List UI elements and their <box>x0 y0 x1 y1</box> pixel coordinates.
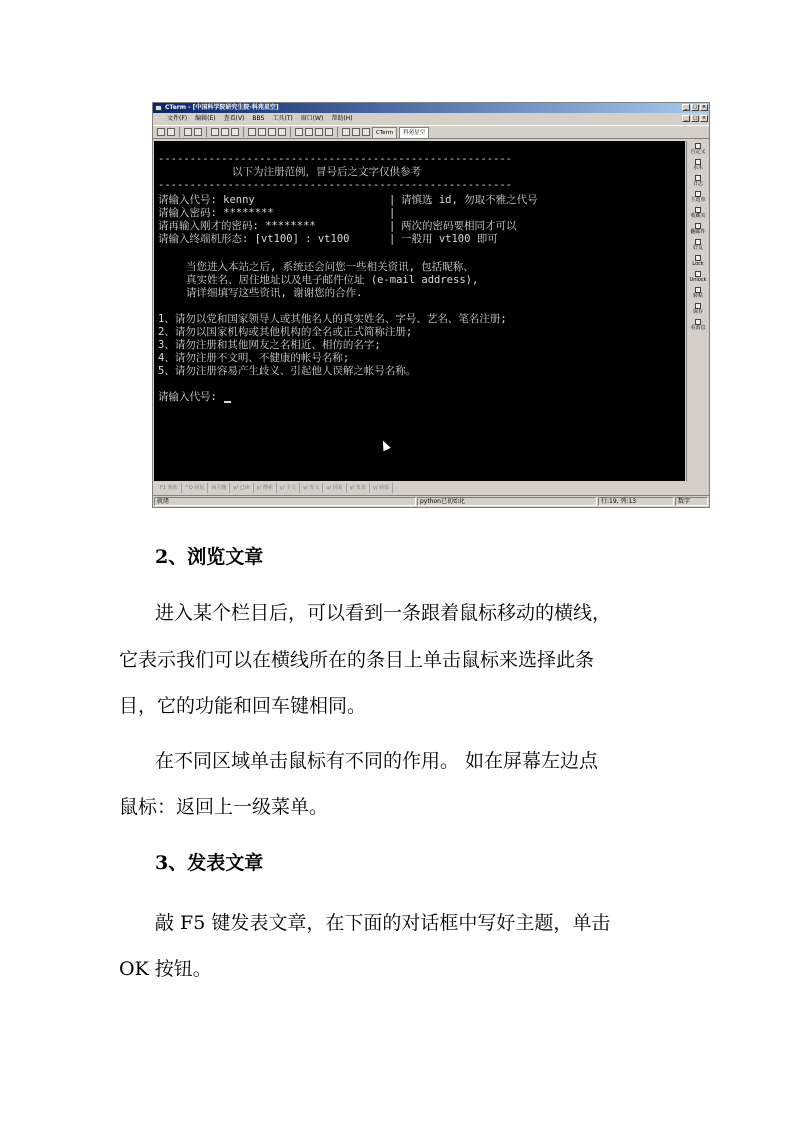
menu-view[interactable]: 查看(V) <box>223 115 245 122</box>
status-position: 行:19, 列:13 <box>598 497 674 506</box>
paragraph-line: 目，它的功能和回车键相同。 <box>119 695 367 717</box>
sidebar-label: 保存 <box>692 309 703 315</box>
terminal-prompt-text: 请输入代号: <box>158 391 224 403</box>
window-title: CTerm - [中国科学院研究生院-科苑星空] <box>165 104 279 111</box>
setting-icon[interactable] <box>325 128 333 136</box>
hotkey-item[interactable]: y/ 转贴 <box>370 483 393 493</box>
find-icon[interactable] <box>231 128 239 136</box>
paragraph-line: 进入某个栏目后，可以看到一条跟着鼠标移动的横线， <box>155 602 612 624</box>
sidebar-item[interactable] <box>693 303 703 316</box>
hotkey-item[interactable]: y/ 发文 <box>300 483 323 493</box>
terminal-separator: | <box>389 194 396 206</box>
sidebar-label: 看消息 <box>690 325 706 331</box>
hotkey-item[interactable]: F1 帮助 <box>157 483 182 493</box>
terminal-separator: | <box>389 207 396 219</box>
terminal-text: 请详细填写这些资讯, 谢谢您的合作. <box>186 287 363 299</box>
font-icon[interactable] <box>258 128 266 136</box>
menu-help[interactable]: 帮助(H) <box>331 115 353 122</box>
toolbar-separator <box>337 127 338 137</box>
terminal-text: 两次的密码要相同才可以 <box>401 220 517 232</box>
status-ready: 就绪 <box>154 497 416 506</box>
child-close-button[interactable]: × <box>701 115 707 121</box>
connect-icon[interactable] <box>157 128 165 136</box>
terminal-screen[interactable] <box>154 141 685 481</box>
sidebar-item[interactable] <box>690 319 705 332</box>
hotkey-item[interactable]: ^Q 回复 <box>182 483 209 493</box>
terminal-text: 1、请勿以党和国家领导人或其他名人的真实姓名、字号、艺名、笔名注册; <box>158 313 507 325</box>
terminal-text: 4、请勿注册不文明、不健康的帐号名称; <box>158 352 350 364</box>
sidebar-item[interactable] <box>690 223 705 236</box>
log-icon[interactable] <box>295 128 303 136</box>
menu-edit[interactable]: 编辑(E) <box>195 115 216 122</box>
menu-tools[interactable]: 工具(T) <box>272 115 293 122</box>
quick-connect-icon[interactable] <box>167 128 175 136</box>
paragraph-line: OK 按钮。 <box>119 958 212 980</box>
window-icon[interactable] <box>342 128 350 136</box>
disconnect-icon[interactable] <box>184 128 192 136</box>
window-titlebar <box>153 103 709 113</box>
terminal-text: 请输入终端机形态: [vt100] : vt100 <box>158 233 350 245</box>
sidebar-label: 收藏夹 <box>690 213 706 219</box>
toolbar-separator <box>179 127 180 137</box>
terminal-separator: | <box>389 220 396 232</box>
copy-icon[interactable] <box>211 128 219 136</box>
terminal-text: 5、请勿注册容易产生歧义、引起他人误解之帐号名称。 <box>158 365 417 377</box>
hotkey-item[interactable]: y/ 已读 <box>230 483 253 493</box>
script-icon[interactable] <box>278 128 286 136</box>
toolbar-separator <box>243 127 244 137</box>
terminal-text: 请慎选 id, 勿取不雅之代号 <box>401 194 538 206</box>
maximize-button[interactable]: □ <box>692 104 698 110</box>
paragraph-line: 在不同区域单击鼠标有不同的作用。 如在屏幕左边点 <box>155 750 599 772</box>
tab-cterm[interactable]: CTerm <box>372 127 397 138</box>
minimize-button[interactable]: _ <box>682 104 690 111</box>
color-icon[interactable] <box>248 128 256 136</box>
mouse-pointer-icon <box>379 439 390 451</box>
terminal-header: 以下为注册范例，冒号后之文字仅供参考 <box>232 166 421 178</box>
terminal-text: 一般用 vt100 即可 <box>401 233 498 245</box>
terminal-text: 请输入密码: ******** <box>158 207 274 219</box>
sidebar-item[interactable] <box>693 287 703 300</box>
paragraph-line: 敲 F5 键发表文章，在下面的对话框中写好主题，单击 <box>155 912 611 934</box>
terminal-text: 2、请勿以国家机构或其他机构的全名或正式简称注册; <box>158 326 413 338</box>
terminal-divider: -------------------------------------------------------- <box>158 153 513 165</box>
child-minimize-button[interactable]: _ <box>682 115 690 122</box>
terminal-divider: -------------------------------------------------------- <box>158 179 513 191</box>
text-cursor <box>224 401 231 403</box>
terminal-text: 请再输入刚才的密码: ******** <box>158 220 316 232</box>
sidebar-label: 好友 <box>692 245 703 251</box>
hotkey-bar <box>153 483 709 493</box>
section-heading: 3、发表文章 <box>155 852 264 874</box>
hotkey-item[interactable]: y/ 发表 <box>347 483 370 493</box>
sidebar-label: 日志 <box>692 181 703 187</box>
menu-bar <box>153 113 709 124</box>
sidebar-item[interactable] <box>690 143 705 156</box>
terminal-text: 3、请勿注册和其他网友之名相近、相仿的名字; <box>158 339 381 351</box>
sidebar-label: 主选单 <box>690 197 706 203</box>
sidebar-item[interactable] <box>690 191 705 204</box>
hotkey-item[interactable]: 问主题 <box>208 483 230 493</box>
edit-icon[interactable] <box>305 128 313 136</box>
sidebar-label: 自定义 <box>690 149 706 155</box>
sidebar-label: Unlock <box>689 277 707 283</box>
tab-kyxk[interactable]: 科苑星空 <box>399 127 429 138</box>
sidebar-label: 水木 <box>692 165 703 171</box>
toolbar-separator <box>206 127 207 137</box>
cterm-screenshot <box>152 102 710 508</box>
toolbar <box>153 125 709 139</box>
child-restore-button[interactable]: □ <box>692 115 698 121</box>
paste-icon[interactable] <box>221 128 229 136</box>
image-icon[interactable] <box>315 128 323 136</box>
address-book-icon[interactable] <box>268 128 276 136</box>
status-mode: 数字 <box>675 497 708 506</box>
quick-sidebar <box>686 141 709 481</box>
close-button[interactable]: × <box>701 104 707 110</box>
terminal-text: 请输入代号: kenny <box>158 194 255 206</box>
sidebar-item[interactable] <box>690 207 705 220</box>
sidebar-label: 翻邮件 <box>690 229 706 235</box>
sidebar-item[interactable] <box>690 271 707 284</box>
sidebar-label: Lock <box>692 261 704 267</box>
hotkey-item[interactable]: u/ 回复 <box>323 483 346 493</box>
paragraph-line: 鼠标：返回上一级菜单。 <box>119 796 329 818</box>
terminal-prompt[interactable] <box>158 391 231 403</box>
sidebar-item[interactable] <box>693 175 703 188</box>
status-bar <box>153 495 709 507</box>
menu-window[interactable]: 窗口(W) <box>300 115 324 122</box>
section-heading: 2、浏览文章 <box>155 546 264 568</box>
toolbar-separator <box>290 127 291 137</box>
app-icon <box>155 105 162 111</box>
sidebar-item[interactable] <box>692 255 703 268</box>
hotkey-item[interactable]: y/ 搜索 <box>254 483 277 493</box>
sidebar-label: 转贴 <box>692 293 703 299</box>
terminal-separator: | <box>389 233 396 245</box>
help-icon[interactable] <box>362 128 370 136</box>
sidebar-item[interactable] <box>693 239 703 252</box>
terminal-text: 真实姓名、居住地址以及电子邮件位址 (e-mail address), <box>186 274 479 286</box>
status-python: python已初始化 <box>417 497 597 506</box>
paragraph-line: 它表示我们可以在横线所在的条目上单击鼠标来选择此条 <box>119 649 595 671</box>
hotkey-item[interactable]: y/ 主文 <box>277 483 300 493</box>
menu-file[interactable]: 文件(F) <box>167 115 188 122</box>
fullscreen-icon[interactable] <box>352 128 360 136</box>
reconnect-icon[interactable] <box>194 128 202 136</box>
menu-bbs[interactable]: BBS <box>252 115 265 122</box>
sidebar-item[interactable] <box>693 159 703 172</box>
terminal-text: 当您进入本站之后, 系统还会问您一些相关资讯, 包括昵称、 <box>186 261 474 273</box>
